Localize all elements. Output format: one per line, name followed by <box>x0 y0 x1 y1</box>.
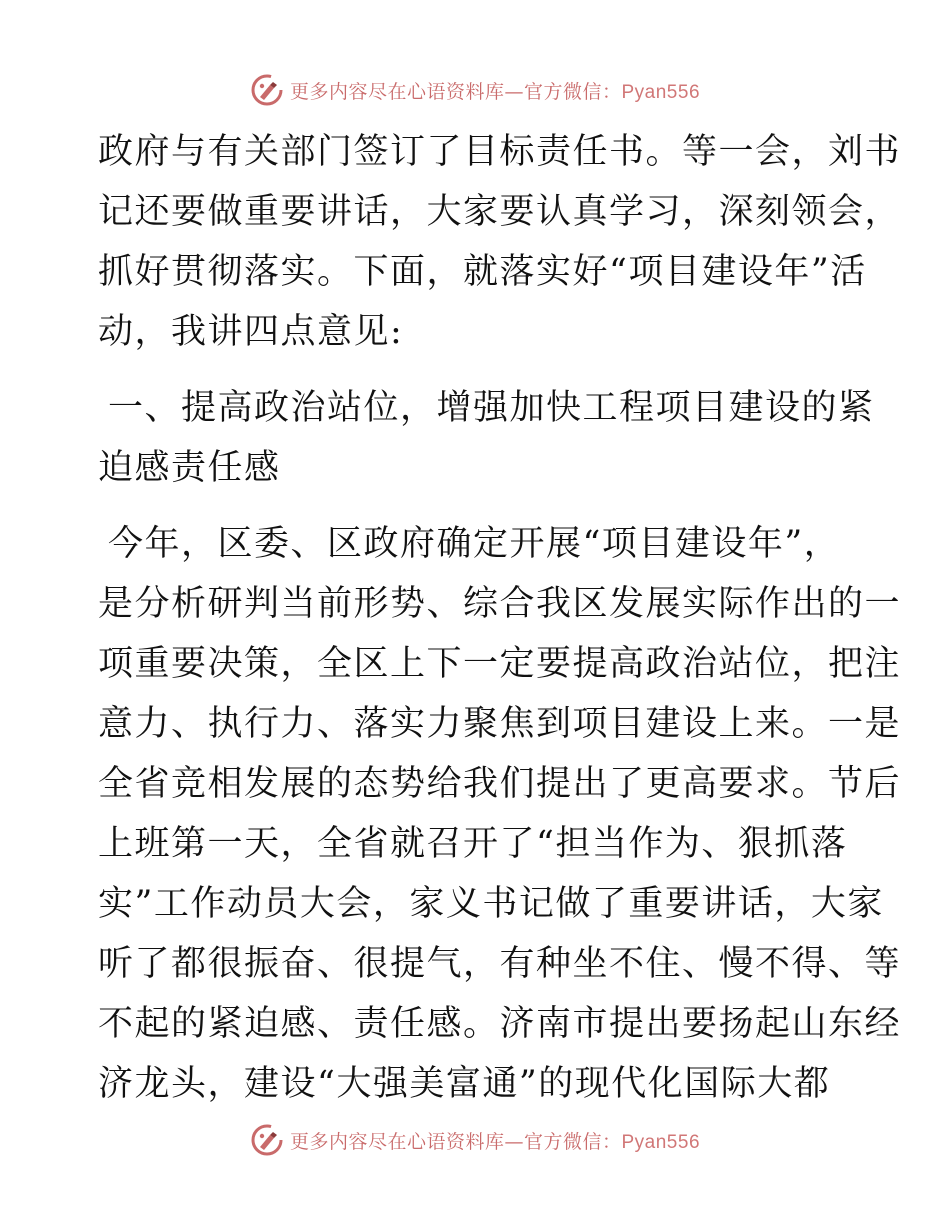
text-line: 今年，区委、区政府确定开展“项目建设年”， <box>108 524 841 564</box>
watermark-text: 更多内容尽在心语资料库—官方微信：Pyan556 <box>289 80 701 103</box>
text-line: 项重要决策，全区上下一定要提高政治站位，把注 <box>98 644 902 684</box>
section-heading <box>98 378 875 498</box>
text-line: 政府与有关部门签订了目标责任书。等一会，刘书 <box>98 132 902 172</box>
watermark-text: 更多内容尽在心语资料库—官方微信：Pyan556 <box>289 1130 701 1153</box>
paragraph-intro <box>98 122 902 362</box>
footer-watermark <box>0 1120 950 1160</box>
text-line: 意力、执行力、落实力聚焦到项目建设上来。一是 <box>98 704 902 744</box>
paragraph-body <box>98 514 902 1114</box>
pen-circle-logo-icon <box>250 73 284 107</box>
text-line: 迫感责任感 <box>98 448 281 488</box>
text-line: 实”工作动员大会，家义书记做了重要讲话，大家 <box>98 884 884 924</box>
text-line: 记还要做重要讲话，大家要认真学习，深刻领会， <box>98 192 902 232</box>
text-line: 济龙头，建设“大强美富通”的现代化国际大都 <box>98 1064 831 1104</box>
pen-circle-logo-icon <box>250 1123 284 1157</box>
text-line: 全省竞相发展的态势给我们提出了更高要求。节后 <box>98 764 902 804</box>
text-line: 动，我讲四点意见: <box>98 312 404 352</box>
text-line: 听了都很振奋、很提气，有种坐不住、慢不得、等 <box>98 944 902 984</box>
document-body <box>98 122 902 1114</box>
text-line: 上班第一天，全省就召开了“担当作为、狠抓落 <box>98 824 848 864</box>
text-line: 不起的紧迫感、责任感。济南市提出要扬起山东经 <box>98 1004 902 1044</box>
text-line: 一、提高政治站位，增强加快工程项目建设的紧 <box>108 388 875 428</box>
text-line: 是分析研判当前形势、综合我区发展实际作出的一 <box>98 584 902 624</box>
header-watermark <box>0 70 950 110</box>
text-line: 抓好贯彻落实。下面，就落实好“项目建设年”活 <box>98 252 867 292</box>
